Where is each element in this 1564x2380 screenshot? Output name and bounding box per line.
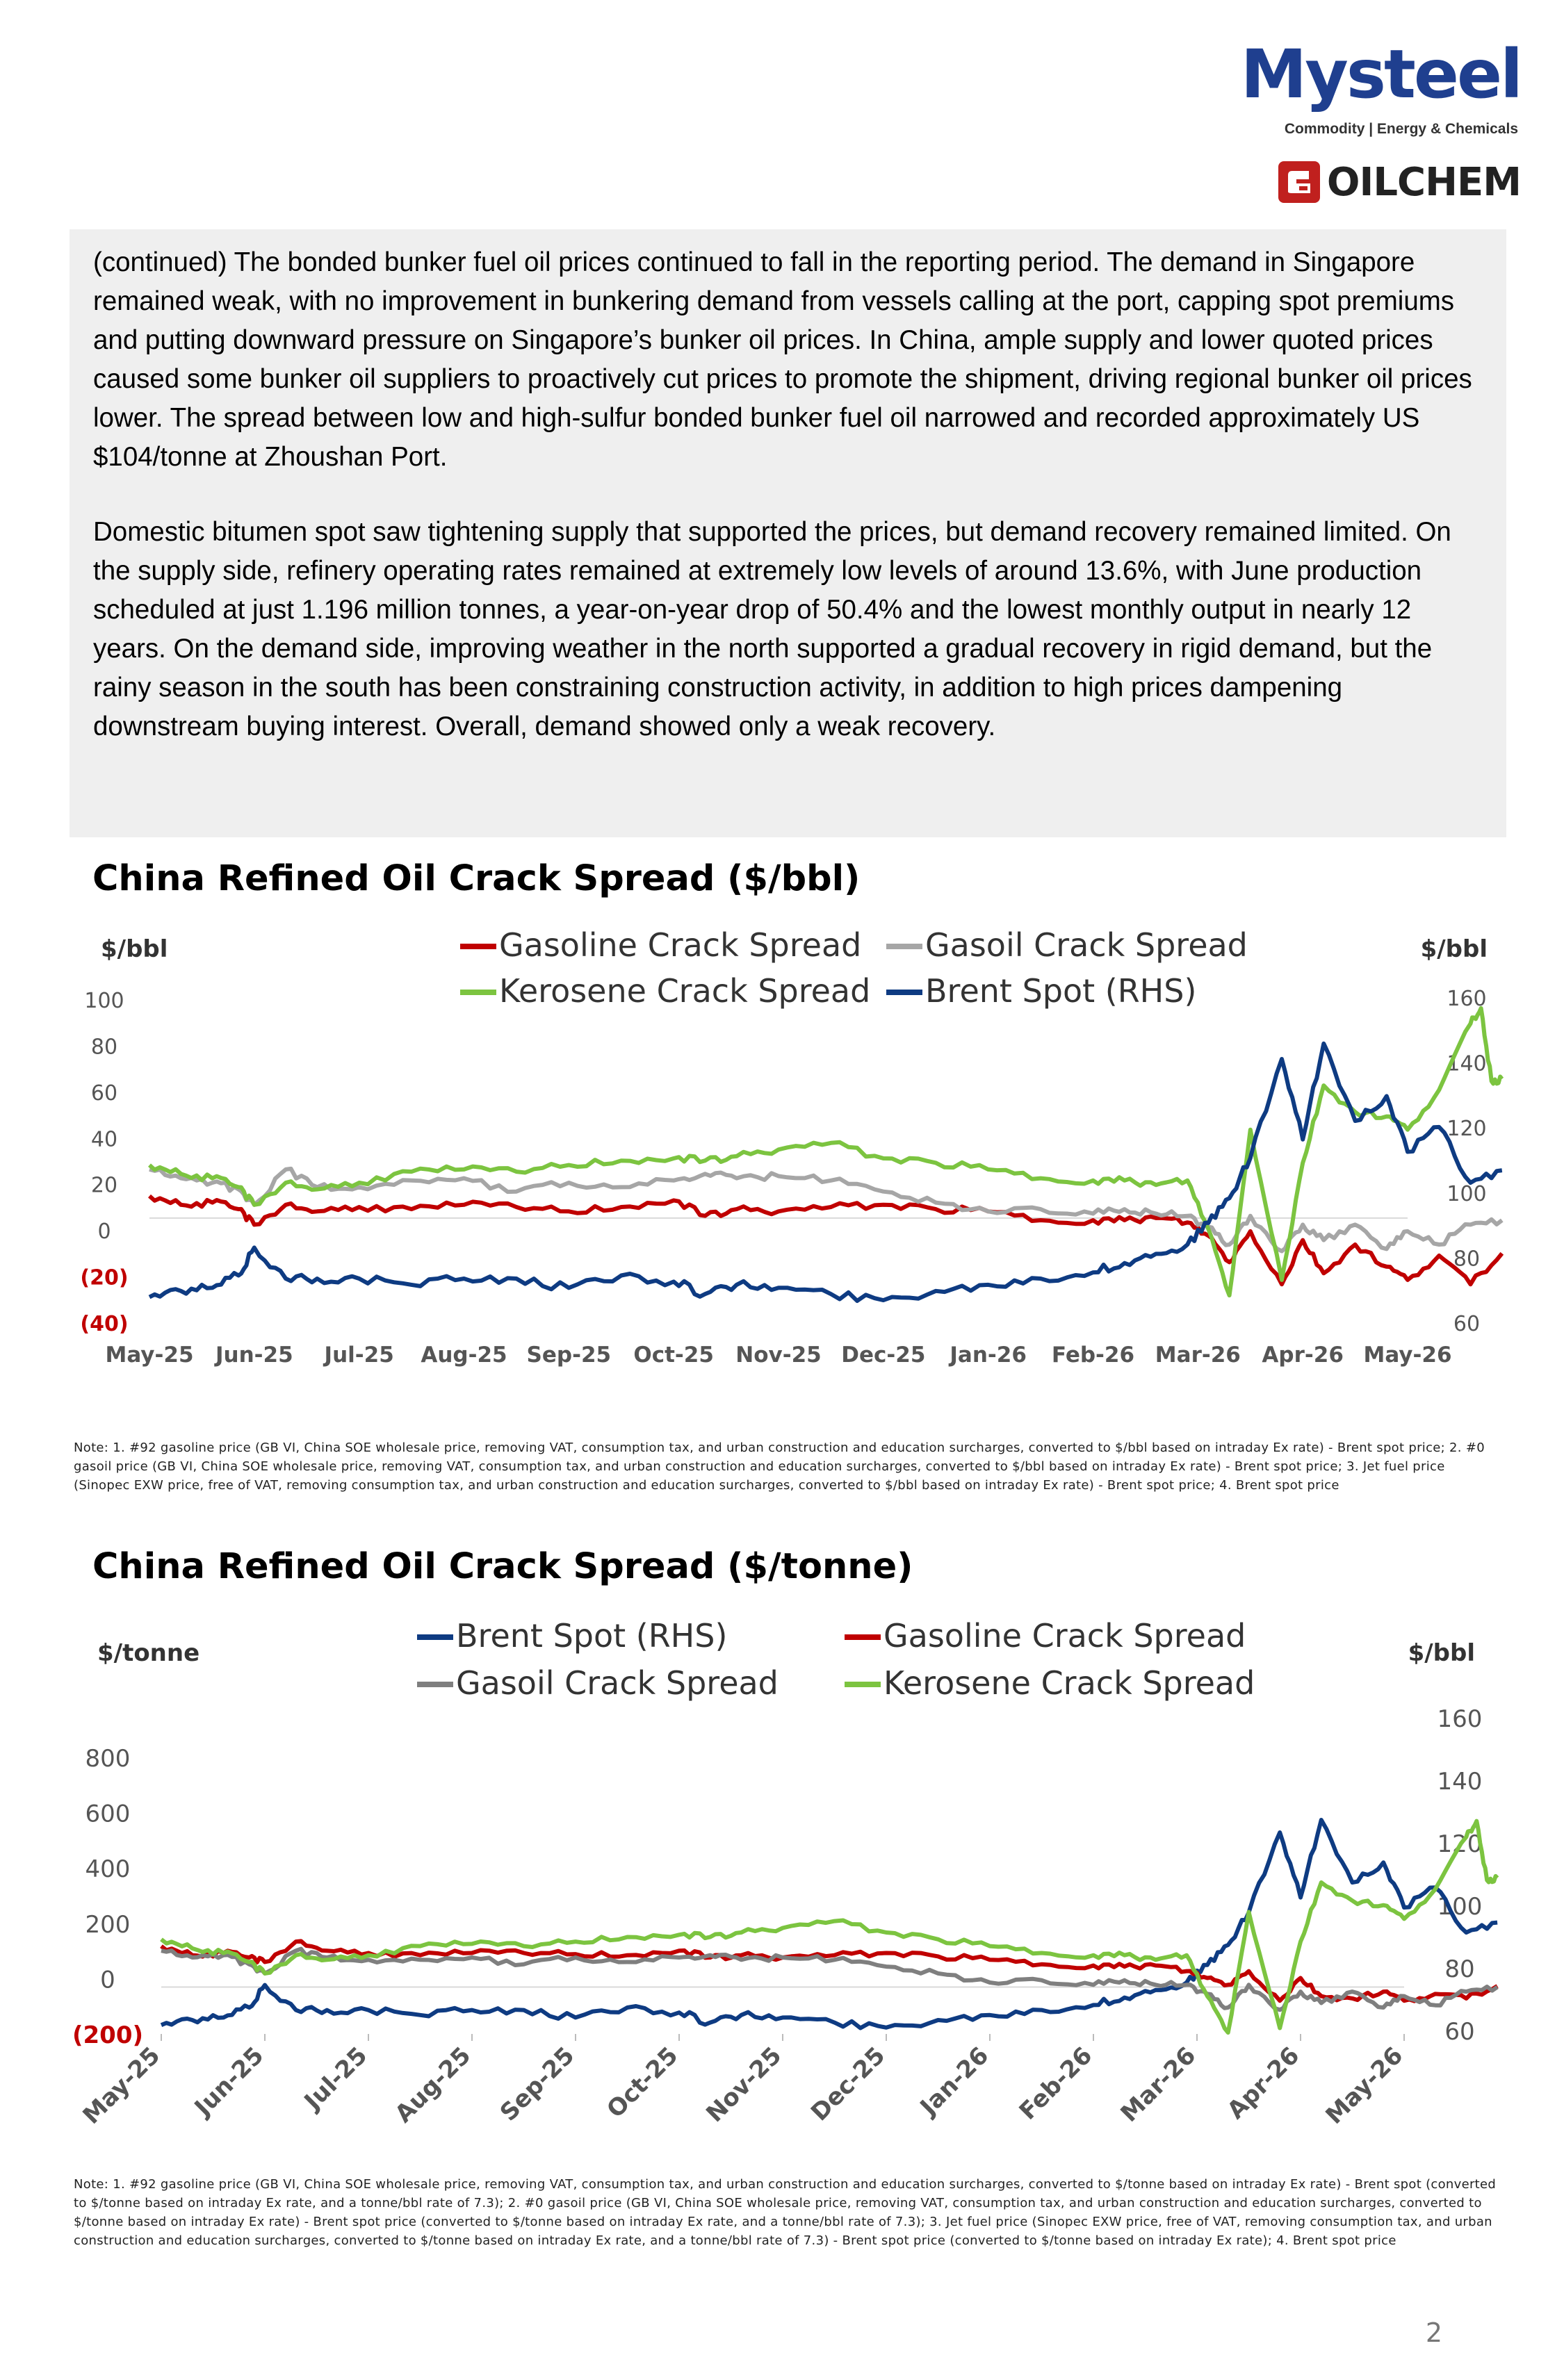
x-tick-label: Apr-26 xyxy=(1262,1343,1344,1368)
legend-label-gasoline-crack-spread: Gasoline Crack Spread xyxy=(883,1617,1246,1655)
legend-label-kerosene-crack-spread: Kerosene Crack Spread xyxy=(499,972,871,1010)
legend-label-brent-spot-rhs: Brent Spot (RHS) xyxy=(925,972,1197,1010)
x-tick-label: Jun-25 xyxy=(215,1343,293,1368)
left-tick-label: 0 xyxy=(97,1220,111,1245)
commentary-box xyxy=(70,229,1506,837)
series-line-kerosene-crack-spread xyxy=(149,1008,1502,1295)
legend-label-gasoil-crack-spread: Gasoil Crack Spread xyxy=(925,926,1248,964)
x-tick-label: Jan-26 xyxy=(950,1343,1027,1368)
legend-label-brent-spot-rhs: Brent Spot (RHS) xyxy=(456,1617,728,1655)
right-tick-label: 140 xyxy=(1437,1768,1483,1796)
commentary-paragraph-2: Domestic bitumen spot saw tightening supply that supported the prices, but demand recovery remained limited. On the supply side, refinery operating rates remained at extremely low levels of around 13.6%, with June production scheduled at just 1.196 million tonnes, a year-on-year drop of 50.4% and the lowest monthly output in nearly 12 years. On the demand side, improving weather in the north supported a gradual recovery in rigid demand, but the rainy season in the south has been constraining construction activity, in addition to high prices dampening downstream buying interest. Overall, demand showed only a weak recovery. xyxy=(93,517,1451,741)
x-tick-label: Jul-25 xyxy=(299,2042,373,2116)
series-line-gasoline-crack-spread xyxy=(149,1196,1502,1284)
chart1-note: Note: 1. #92 gasoline price (GB VI, China SOE wholesale price, removing VAT, consumption tax, and urban construction and education surcharges, converted to $/bbl based on intraday Ex rate) - Brent spot price; 2. #0 gasoil price (GB VI, China SOE wholesale price, removing VAT, consumption tax, and urban construction and education surcharges, converted to $/bbl based on intraday Ex rate) - Brent spot price; 3. Jet fuel price (Sinopec EXW price, free of VAT, removing consumption tax, and urban construction and education surcharges, converted to $/bbl based on intraday Ex rate) - Brent spot price; 4. Brent spot price xyxy=(74,1441,1485,1493)
left-tick-label: 40 xyxy=(90,1127,118,1152)
right-tick-label: 160 xyxy=(1447,987,1487,1011)
chart1-title: China Refined Oil Crack Spread ($/bbl) xyxy=(92,858,861,899)
right-tick-label: 80 xyxy=(1453,1247,1481,1272)
left-tick-label: (200) xyxy=(72,2021,144,2049)
legend-label-gasoline-crack-spread: Gasoline Crack Spread xyxy=(499,926,862,964)
chart2-title: China Refined Oil Crack Spread ($/tonne) xyxy=(92,1546,913,1587)
brand-tagline: Commodity | Energy & Chemicals xyxy=(1284,121,1518,137)
oilchem-logo xyxy=(1278,154,1521,210)
right-tick-label: 160 xyxy=(1437,1705,1483,1733)
left-tick-label: 60 xyxy=(90,1081,118,1106)
x-tick-label: May-25 xyxy=(105,1343,194,1368)
x-tick-label: May-26 xyxy=(1363,1343,1452,1368)
brand-logo xyxy=(1240,35,1521,210)
x-tick-label: Sep-25 xyxy=(526,1343,612,1368)
left-tick-label: (40) xyxy=(80,1312,129,1336)
left-tick-label: (20) xyxy=(80,1265,129,1290)
left-tick-label: 20 xyxy=(90,1173,118,1198)
right-tick-label: 60 xyxy=(1444,2018,1475,2046)
x-tick-label: May-26 xyxy=(1320,2042,1409,2130)
x-tick-label: Dec-25 xyxy=(841,1343,926,1368)
oilchem-wordmark: OILCHEM xyxy=(1326,159,1521,205)
chart2-note: Note: 1. #92 gasoline price (GB VI, China SOE wholesale price, removing VAT, consumption tax, and urban construction and education surcharges, converted to $/tonne based on intraday Ex rate) - Brent spot (converted to $/tonne based on intraday Ex rate, and a tonne/bbl rate of 7.3); 2. #0 gasoil price (GB VI, China SOE wholesale price, removing VAT, consumption tax, and urban construction and education surcharges, converted to $/tonne based on intraday Ex rate) - Brent spot price (converted to $/tonne based on intraday Ex rate, and a tonne/bbl rate of 7.3); 3. Jet fuel price (Sinopec EXW price, free of VAT, removing consumption tax, and urban construction and education surcharges, converted to $/tonne based on intraday Ex rate, and a tonne/bbl rate of 7.3) - Brent spot price (converted to $/tonne based on intraday Ex rate); 4. Brent spot price xyxy=(74,2177,1497,2248)
chart2-crack-spread-tonne xyxy=(70,1605,1506,2154)
x-tick-label: Nov-25 xyxy=(735,1343,822,1368)
legend-label-gasoil-crack-spread: Gasoil Crack Spread xyxy=(456,1664,779,1702)
commentary-paragraph-1: (continued) The bonded bunker fuel oil prices continued to fall in the reporting period. The demand in Singapore remained weak, with no improvement in bunkering demand from vessels calling at the port, capping spot premiums and putting downward pressure on Singapore’s bunker oil prices. In China, ample supply and lower quoted prices caused some bunker oil suppliers to proactively cut prices to promote the shipment, driving regional bunker oil prices lower. The spread between low and high-sulfur bonded bunker fuel oil narrowed and recorded approximately US $104/tonne at Zhoushan Port. xyxy=(93,247,1472,472)
right-axis-unit: $/bbl xyxy=(1408,1639,1475,1667)
x-tick-label: Mar-26 xyxy=(1155,1343,1241,1368)
series-line-kerosene-crack-spread xyxy=(161,1821,1497,2033)
x-tick-label: Feb-26 xyxy=(1051,1343,1135,1368)
page-number: 2 xyxy=(1425,2317,1442,2348)
left-tick-label: 400 xyxy=(85,1855,131,1884)
x-tick-label: Sep-25 xyxy=(494,2042,580,2127)
right-tick-label: 140 xyxy=(1447,1051,1487,1076)
x-tick-label: Jul-25 xyxy=(324,1343,394,1368)
left-tick-label: 600 xyxy=(85,1800,131,1828)
left-tick-label: 100 xyxy=(84,989,124,1013)
legend-label-kerosene-crack-spread: Kerosene Crack Spread xyxy=(883,1664,1255,1702)
x-tick-label: Feb-26 xyxy=(1013,2042,1098,2126)
right-tick-label: 100 xyxy=(1437,1893,1483,1921)
left-tick-label: 0 xyxy=(100,1966,115,1994)
x-tick-label: Mar-26 xyxy=(1115,2042,1202,2128)
right-axis-unit: $/bbl xyxy=(1420,935,1488,963)
left-tick-label: 200 xyxy=(85,1910,131,1939)
right-tick-label: 120 xyxy=(1447,1117,1487,1142)
x-tick-label: Dec-25 xyxy=(806,2042,891,2127)
x-tick-label: Aug-25 xyxy=(389,2042,477,2128)
mysteel-wordmark: Mysteel xyxy=(1240,35,1521,113)
chart1-crack-spread-bbl xyxy=(70,917,1506,1390)
x-tick-label: Nov-25 xyxy=(701,2042,788,2128)
x-tick-label: Jan-26 xyxy=(915,2042,995,2122)
x-tick-label: Jun-25 xyxy=(189,2042,270,2122)
right-tick-label: 80 xyxy=(1444,1955,1475,1983)
right-tick-label: 120 xyxy=(1437,1830,1483,1858)
x-tick-label: Oct-25 xyxy=(601,2042,684,2124)
x-tick-label: Aug-25 xyxy=(421,1343,507,1368)
left-axis-unit: $/bbl xyxy=(101,935,168,963)
right-tick-label: 100 xyxy=(1447,1181,1487,1206)
left-tick-label: 800 xyxy=(85,1745,131,1773)
x-tick-label: Apr-26 xyxy=(1221,2042,1305,2125)
right-tick-label: 60 xyxy=(1453,1312,1481,1336)
x-tick-label: May-25 xyxy=(77,2042,166,2130)
left-tick-label: 80 xyxy=(90,1035,118,1060)
x-tick-label: Oct-25 xyxy=(633,1343,714,1368)
oilchem-mark-icon xyxy=(1278,161,1320,203)
left-axis-unit: $/tonne xyxy=(97,1639,200,1667)
